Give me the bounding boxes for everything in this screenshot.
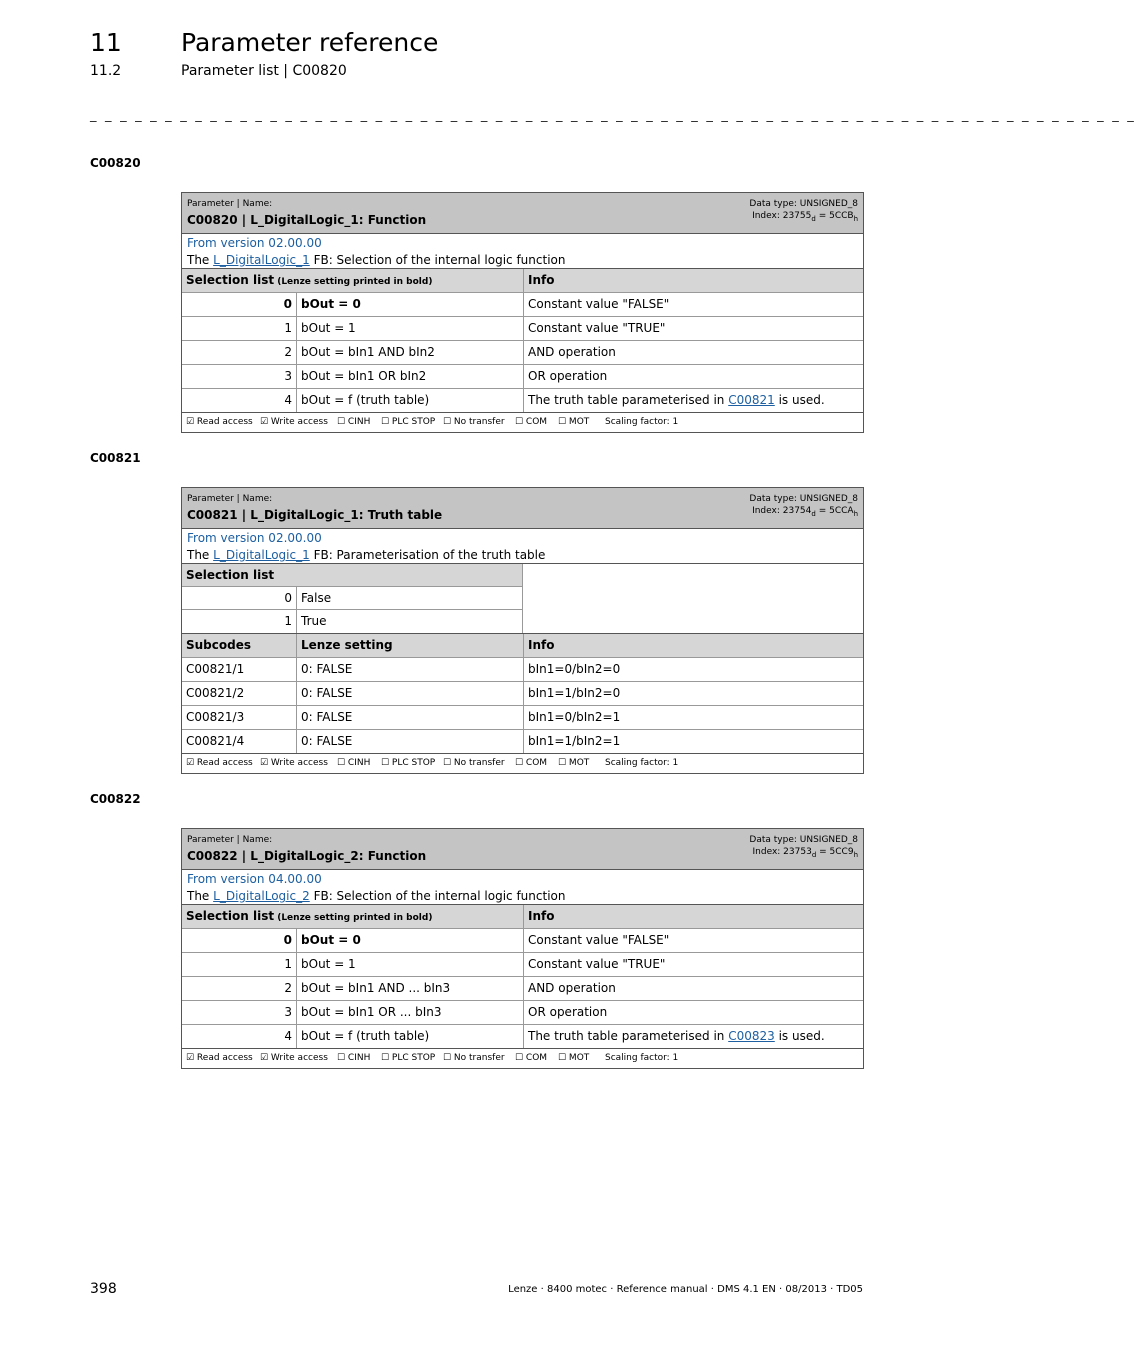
param-index: Index: $23755_d = 5CCB_h$ <box>752 211 858 223</box>
page-number: 398 <box>90 1281 117 1297</box>
param-name: C00822 | L_DigitalLogic_2: Function <box>187 849 427 863</box>
section-number: 11.2 <box>90 63 122 79</box>
param-heading-c00821: C00821 <box>90 451 141 465</box>
table-row: 4 bOut = f (truth table) The truth table parameterised in C00821 is used. <box>182 389 863 413</box>
param-heading-c00820: C00820 <box>90 156 141 170</box>
table-row: 1 bOut = 1 Constant value "TRUE" <box>182 953 863 977</box>
lenze-setting-note: (Lenze setting printed in bold) <box>274 277 433 287</box>
param-table-c00820 <box>181 192 864 433</box>
param-description <box>182 870 863 905</box>
table-row: 4 bOut = f (truth table) The truth table parameterised in C00823 is used. <box>182 1025 863 1049</box>
param-description <box>182 529 863 564</box>
param-header <box>182 193 863 234</box>
param-table-c00822 <box>181 828 864 1069</box>
table-row: C00821/3 0: FALSE bIn1=0/bIn2=1 <box>182 706 863 730</box>
table-row: C00821/2 0: FALSE bIn1=1/bIn2=0 <box>182 682 863 706</box>
fb-link[interactable]: L_DigitalLogic_2 <box>213 889 310 903</box>
table-row: 0 False <box>182 587 523 610</box>
chapter-title: Parameter reference <box>181 28 439 57</box>
c00821-link[interactable]: C00821 <box>728 393 775 407</box>
table-row: C00821/1 0: FALSE bIn1=0/bIn2=0 <box>182 658 863 682</box>
table-row: 1 bOut = 1 Constant value "TRUE" <box>182 317 863 341</box>
table-row: 0 bOut = 0 Constant value "FALSE" <box>182 293 863 317</box>
table-row: 0 bOut = 0 Constant value "FALSE" <box>182 929 863 953</box>
selection-header-row <box>182 905 863 929</box>
access-flags: ☑ Read access ☑ Write access ☐ CINH ☐ PLC STOP ☐ No transfer ☐ COM ☐ MOT Scaling factor: 1 <box>186 1053 679 1063</box>
param-name: C00821 | L_DigitalLogic_1: Truth table <box>187 508 443 522</box>
param-header <box>182 488 863 529</box>
selection-list-header: Selection list <box>182 564 523 587</box>
header-divider: _ _ _ _ _ _ _ _ _ _ _ _ _ _ _ _ _ _ _ _ _ _ _ _ _ _ _ _ _ _ _ _ _ _ _ _ _ _ _ _ _ _ _ _ _ _ _ _ _ _ _ _ _ _ _ _ _ _ _ _ _ _ _ _ _ _ _ _ _ _ <box>90 108 1136 123</box>
description-text: The L_DigitalLogic_1 FB: Selection of the internal logic function <box>187 253 566 267</box>
param-heading-c00822: C00822 <box>90 792 141 806</box>
selection-list-header: Selection list <box>186 909 275 923</box>
table-row: 3 bOut = bIn1 OR ... bIn3 OR operation <box>182 1001 863 1025</box>
selection-block <box>182 564 863 634</box>
table-row: 2 bOut = bIn1 AND ... bIn3 AND operation <box>182 977 863 1001</box>
section-title: Parameter list | C00820 <box>181 63 347 79</box>
version-note: From version 02.00.00 <box>187 236 322 250</box>
footer-info: Lenze · 8400 motec · Reference manual · DMS 4.1 EN · 08/2013 · TD05 <box>508 1284 863 1295</box>
param-description <box>182 234 863 269</box>
lenze-setting-note: (Lenze setting printed in bold) <box>274 913 433 923</box>
data-type: Data type: UNSIGNED_8 <box>749 494 858 504</box>
chapter-number: 11 <box>90 28 122 57</box>
data-type: Data type: UNSIGNED_8 <box>749 199 858 209</box>
c00823-link[interactable]: C00823 <box>728 1029 775 1043</box>
fb-link[interactable]: L_DigitalLogic_1 <box>213 253 310 267</box>
table-row: 3 bOut = bIn1 OR bIn2 OR operation <box>182 365 863 389</box>
param-label: Parameter | Name: <box>187 494 273 504</box>
fb-link[interactable]: L_DigitalLogic_1 <box>213 548 310 562</box>
table-row: C00821/4 0: FALSE bIn1=1/bIn2=1 <box>182 730 863 754</box>
param-header <box>182 829 863 870</box>
description-text: The L_DigitalLogic_2 FB: Selection of the internal logic function <box>187 889 566 903</box>
info-header: Info <box>523 905 863 928</box>
param-index: Index: $23754_d = 5CCA_h$ <box>752 506 858 518</box>
info-header: Info <box>523 269 863 292</box>
table-row: 1 True <box>182 610 523 633</box>
version-note: From version 04.00.00 <box>187 872 322 886</box>
description-text: The L_DigitalLogic_1 FB: Parameterisation of the truth table <box>187 548 546 562</box>
version-note: From version 02.00.00 <box>187 531 322 545</box>
param-name: C00820 | L_DigitalLogic_1: Function <box>187 213 427 227</box>
access-flags: ☑ Read access ☑ Write access ☐ CINH ☐ PLC STOP ☐ No transfer ☐ COM ☐ MOT Scaling factor: 1 <box>186 758 679 768</box>
param-label: Parameter | Name: <box>187 199 273 209</box>
access-flags: ☑ Read access ☑ Write access ☐ CINH ☐ PLC STOP ☐ No transfer ☐ COM ☐ MOT Scaling factor: 1 <box>186 417 679 427</box>
data-type: Data type: UNSIGNED_8 <box>749 835 858 845</box>
subcodes-header-row: Subcodes Lenze setting Info <box>182 634 863 658</box>
table-row: 2 bOut = bIn1 AND bIn2 AND operation <box>182 341 863 365</box>
param-index: Index: $23753_d = 5CC9_h$ <box>752 847 858 859</box>
selection-header-row <box>182 269 863 293</box>
param-label: Parameter | Name: <box>187 835 273 845</box>
selection-list-header: Selection list <box>186 273 275 287</box>
param-table-c00821 <box>181 487 864 774</box>
